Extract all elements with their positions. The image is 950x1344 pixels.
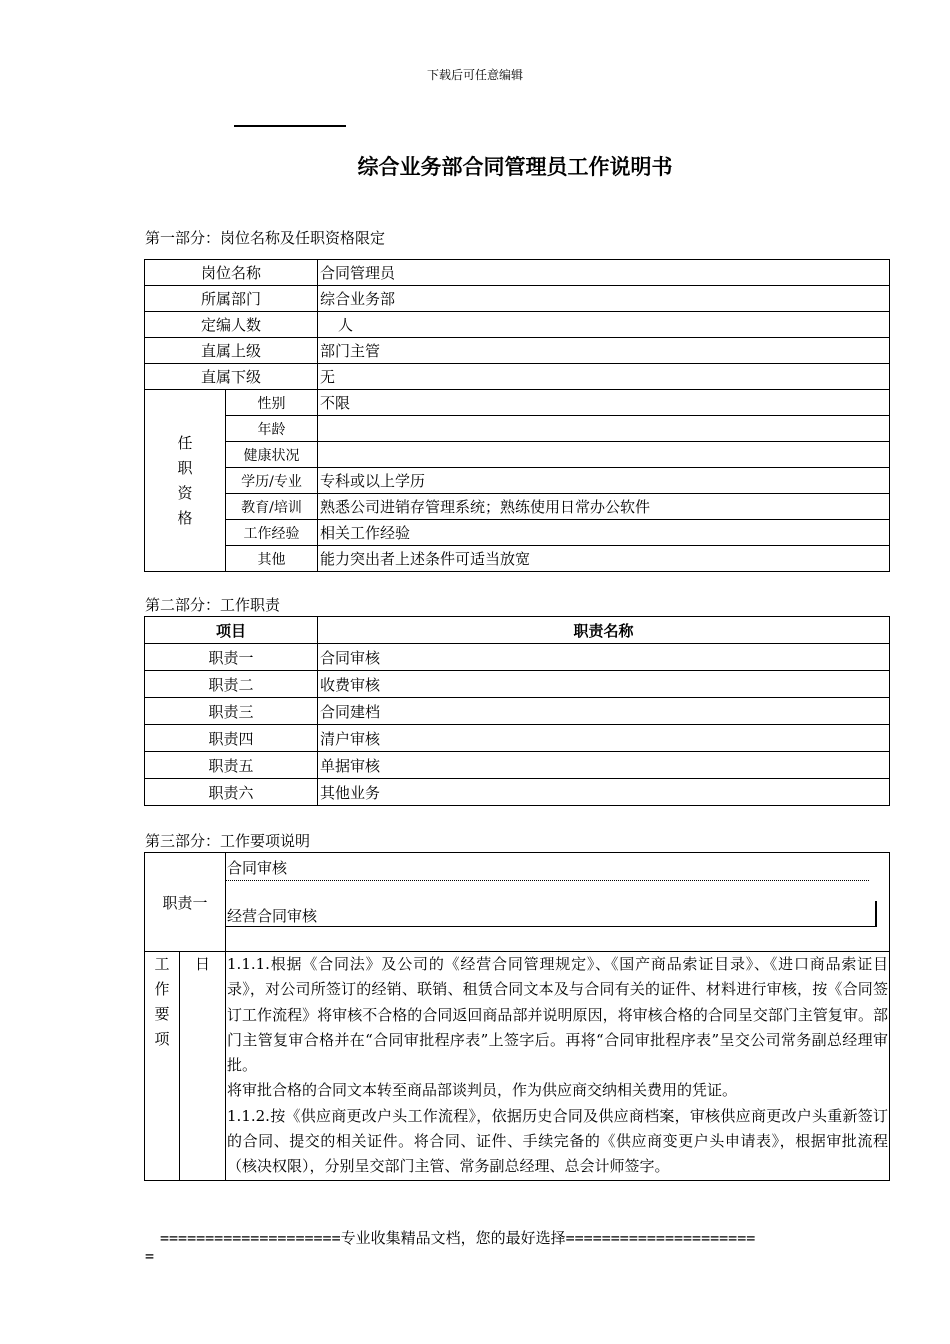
qual-row-value: 相关工作经验 bbox=[318, 520, 890, 546]
table-row bbox=[145, 520, 890, 546]
table-row bbox=[145, 853, 890, 952]
duty-item: 职责一 bbox=[145, 644, 318, 671]
row-value: 合同管理员 bbox=[318, 260, 890, 286]
sub-bracket bbox=[875, 901, 877, 927]
part3-heading: 第三部分：工作要项说明 bbox=[145, 832, 311, 850]
row-value: 无 bbox=[318, 364, 890, 390]
side-char: 项 bbox=[154, 1030, 170, 1048]
qual-row-label: 健康状况 bbox=[226, 442, 318, 468]
dotted-divider bbox=[226, 880, 869, 881]
table-row bbox=[145, 644, 890, 671]
frequency-label: 日 bbox=[180, 952, 226, 1181]
qual-row-label: 性别 bbox=[226, 390, 318, 416]
table-row bbox=[145, 390, 890, 416]
table-row bbox=[145, 286, 890, 312]
qual-row-value: 不限 bbox=[318, 390, 890, 416]
column-header-item: 项目 bbox=[145, 617, 318, 644]
part1-heading: 第一部分：岗位名称及任职资格限定 bbox=[145, 229, 386, 247]
row-label: 所属部门 bbox=[145, 286, 318, 312]
work-items-text bbox=[226, 952, 890, 1181]
paragraph: 将审批合格的合同文本转至商品部谈判员，作为供应商交纳相关费用的凭证。 bbox=[227, 1081, 738, 1100]
duty-sub: 经营合同审核 bbox=[227, 907, 318, 925]
table-row bbox=[145, 952, 890, 1181]
document-title: 综合业务部合同管理员工作说明书 bbox=[357, 155, 673, 179]
qual-row-value: 能力突出者上述条件可适当放宽 bbox=[318, 546, 890, 572]
table-row bbox=[145, 416, 890, 442]
duty-name: 收费审核 bbox=[318, 671, 890, 698]
table-row bbox=[145, 260, 890, 286]
row-label: 直属下级 bbox=[145, 364, 318, 390]
column-header-name: 职责名称 bbox=[318, 617, 890, 644]
table-row bbox=[145, 312, 890, 338]
qualification-label bbox=[145, 390, 226, 572]
duty-detail bbox=[226, 853, 890, 952]
duty-name: 合同审核 bbox=[227, 859, 288, 877]
footer-line: ====================专业收集精品文档，您的最好选择===================== bbox=[160, 1229, 756, 1247]
qual-row-value bbox=[318, 416, 890, 442]
table-row bbox=[145, 698, 890, 725]
paragraph: 1.1.1.根据《合同法》及公司的《经营合同管理规定》、《国产商品索证目录》、《进口商品索证目录》，对公司所签订的经销、联销、租赁合同文本及与合同有关的证件、材料进行审核，按《合同签订工作流程》将审核不合格的合同返回商品部并说明原因，将审核合格的合同呈交部门主管复审。部门主管复审合格并在“合同审批程序表”上签字后。再将“合同审批程序表”呈交公司常务副总经理审批。 bbox=[227, 955, 889, 1075]
row-value: 人 bbox=[318, 312, 890, 338]
duty-item: 职责六 bbox=[145, 779, 318, 806]
table-row bbox=[145, 494, 890, 520]
qual-char: 任 bbox=[177, 433, 193, 452]
table-row bbox=[145, 364, 890, 390]
table-row bbox=[145, 546, 890, 572]
qual-char: 职 bbox=[177, 458, 193, 477]
table-row bbox=[145, 752, 890, 779]
table-row bbox=[145, 671, 890, 698]
duty-item: 职责四 bbox=[145, 725, 318, 752]
qual-row-label: 其他 bbox=[226, 546, 318, 572]
part2-heading: 第二部分：工作职责 bbox=[145, 596, 281, 614]
side-char: 要 bbox=[154, 1005, 170, 1023]
work-items-label bbox=[145, 952, 180, 1181]
qualification-table bbox=[144, 259, 890, 572]
side-char: 作 bbox=[154, 980, 170, 998]
sub-underline bbox=[226, 926, 876, 927]
qual-row-label: 工作经验 bbox=[226, 520, 318, 546]
qual-row-label: 学历/专业 bbox=[226, 468, 318, 494]
qual-char: 格 bbox=[177, 508, 193, 527]
header-note: 下载后可任意编辑 bbox=[426, 68, 523, 82]
table-row bbox=[145, 338, 890, 364]
duty-name: 合同审核 bbox=[318, 644, 890, 671]
qual-row-value: 专科或以上学历 bbox=[318, 468, 890, 494]
side-char: 工 bbox=[154, 955, 170, 973]
table-row bbox=[145, 725, 890, 752]
qual-row-label: 年龄 bbox=[226, 416, 318, 442]
row-value: 部门主管 bbox=[318, 338, 890, 364]
title-rule bbox=[234, 125, 346, 127]
qual-row-label: 教育/培训 bbox=[226, 494, 318, 520]
qual-char: 资 bbox=[177, 483, 193, 502]
row-value: 综合业务部 bbox=[318, 286, 890, 312]
duty-name: 合同建档 bbox=[318, 698, 890, 725]
duty-name: 单据审核 bbox=[318, 752, 890, 779]
paragraph: 1.1.2.按《供应商更改户头工作流程》，依据历史合同及供应商档案，审核供应商更改户头重新签订的合同、提交的相关证件。将合同、证件、手续完备的《供应商变更户头申请表》，根据审批流程（核决权限），分别呈交部门主管、常务副总经理、总会计师签字。 bbox=[227, 1106, 889, 1176]
duty-item: 职责五 bbox=[145, 752, 318, 779]
row-label: 直属上级 bbox=[145, 338, 318, 364]
duty-label: 职责一 bbox=[145, 853, 226, 952]
qual-row-value bbox=[318, 442, 890, 468]
table-header-row bbox=[145, 617, 890, 644]
row-label: 岗位名称 bbox=[145, 260, 318, 286]
duty-name: 其他业务 bbox=[318, 779, 890, 806]
duty-item: 职责二 bbox=[145, 671, 318, 698]
table-row bbox=[145, 442, 890, 468]
row-label: 定编人数 bbox=[145, 312, 318, 338]
qual-row-value: 熟悉公司进销存管理系统；熟练使用日常办公软件 bbox=[318, 494, 890, 520]
duty-item: 职责三 bbox=[145, 698, 318, 725]
table-row bbox=[145, 468, 890, 494]
duty-name: 清户审核 bbox=[318, 725, 890, 752]
duties-table bbox=[144, 616, 890, 806]
footer-line-2: = bbox=[145, 1247, 155, 1265]
table-row bbox=[145, 779, 890, 806]
work-items-table bbox=[144, 852, 890, 1181]
